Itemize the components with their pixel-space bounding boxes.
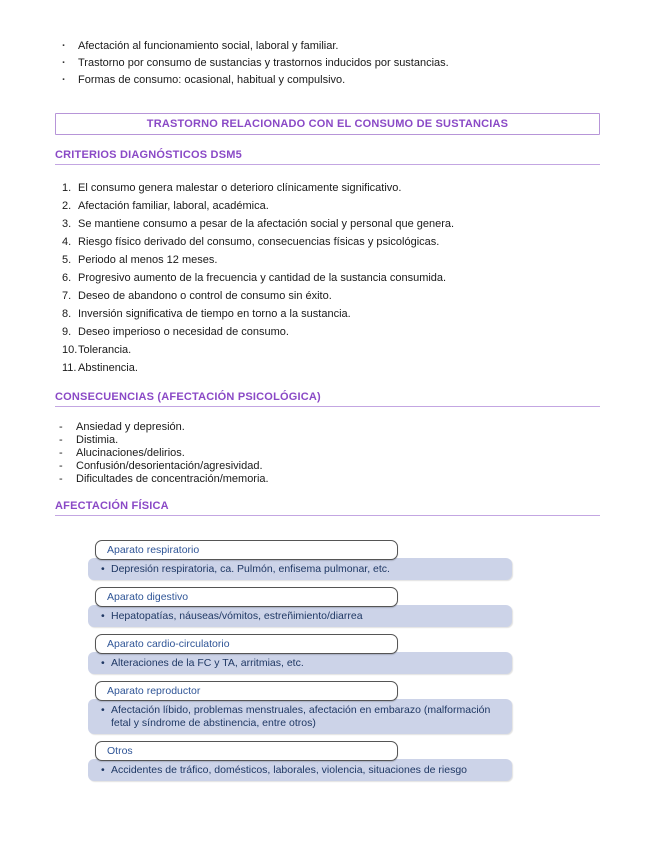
diagram-group-digestivo bbox=[88, 587, 512, 627]
criterio-item: El consumo genera malestar o deterioro clínicamente significativo. bbox=[78, 182, 402, 194]
consecuencias-dash-list bbox=[55, 421, 600, 486]
criterios-numbered-list bbox=[55, 179, 600, 377]
consecuencia-item: - Distimia. bbox=[55, 434, 600, 447]
heading-criterios-dsm5: CRITERIOS DIAGNÓSTICOS DSM5 bbox=[55, 149, 600, 165]
intro-bullet-item: · Afectación al funcionamiento social, laboral y familiar. bbox=[55, 38, 600, 55]
diagram-group-body bbox=[88, 558, 512, 580]
diagram-group-cardio-circulatorio bbox=[88, 634, 512, 674]
diagram-group-title: Aparato reproductor bbox=[95, 681, 398, 701]
diagram-group-respiratorio bbox=[88, 540, 512, 580]
diagram-group-body bbox=[88, 699, 512, 734]
consecuencia-item: - Ansiedad y depresión. bbox=[55, 421, 600, 434]
diagram-group-detail: • Afectación líbido, problemas menstruales, afectación en embarazo (malformación fetal y síndrome de abstinencia, entre otros) bbox=[98, 704, 502, 730]
consecuencia-item: - Alucinaciones/delirios. bbox=[55, 447, 600, 460]
intro-bullet-item: · Formas de consumo: ocasional, habitual y compulsivo. bbox=[55, 72, 600, 89]
diagram-group-body bbox=[88, 605, 512, 627]
diagram-group-detail: • Depresión respiratoria, ca. Pulmón, enfisema pulmonar, etc. bbox=[98, 563, 502, 576]
diagram-group-title: Aparato cardio-circulatorio bbox=[95, 634, 398, 654]
heading-afectacion-fisica: AFECTACIÓN FÍSICA bbox=[55, 500, 600, 516]
criterio-item: Se mantiene consumo a pesar de la afectación social y personal que genera. bbox=[78, 218, 455, 230]
intro-bullet-list bbox=[55, 38, 600, 89]
criterio-item: Riesgo físico derivado del consumo, consecuencias físicas y psicológicas. bbox=[78, 236, 440, 248]
diagram-group-body bbox=[88, 652, 512, 674]
criterio-item: Deseo de abandono o control de consumo sin éxito. bbox=[78, 290, 332, 302]
diagram-group-title: Otros bbox=[95, 741, 398, 761]
criterio-item: Progresivo aumento de la frecuencia y cantidad de la sustancia consumida. bbox=[78, 272, 447, 284]
section-title-box: TRASTORNO RELACIONADO CON EL CONSUMO DE SUSTANCIAS bbox=[55, 113, 600, 135]
diagram-group-title: Aparato digestivo bbox=[95, 587, 398, 607]
diagram-group-title: Aparato respiratorio bbox=[95, 540, 398, 560]
diagram-group-body bbox=[88, 759, 512, 781]
diagram-group-detail: • Hepatopatías, náuseas/vómitos, estreñimiento/diarrea bbox=[98, 610, 502, 623]
consecuencia-item: - Dificultades de concentración/memoria. bbox=[55, 473, 600, 486]
diagram-group-detail: • Alteraciones de la FC y TA, arritmias, etc. bbox=[98, 657, 502, 670]
criterio-item: Abstinencia. bbox=[78, 362, 138, 374]
criterio-item: Periodo al menos 12 meses. bbox=[78, 254, 218, 266]
heading-consecuencias: CONSECUENCIAS (AFECTACIÓN PSICOLÓGICA) bbox=[55, 391, 600, 407]
criterio-item: Inversión significativa de tiempo en torno a la sustancia. bbox=[78, 308, 351, 320]
criterio-item: Tolerancia. bbox=[78, 344, 132, 356]
criterio-item: Deseo imperioso o necesidad de consumo. bbox=[78, 326, 289, 338]
consecuencia-item: - Confusión/desorientación/agresividad. bbox=[55, 460, 600, 473]
intro-bullet-item: · Trastorno por consumo de sustancias y trastornos inducidos por sustancias. bbox=[55, 55, 600, 72]
afectacion-fisica-diagram bbox=[88, 540, 512, 781]
diagram-group-otros bbox=[88, 741, 512, 781]
criterio-item: Afectación familiar, laboral, académica. bbox=[78, 200, 269, 212]
diagram-group-reproductor bbox=[88, 681, 512, 734]
diagram-group-detail: • Accidentes de tráfico, domésticos, laborales, violencia, situaciones de riesgo bbox=[98, 764, 502, 777]
